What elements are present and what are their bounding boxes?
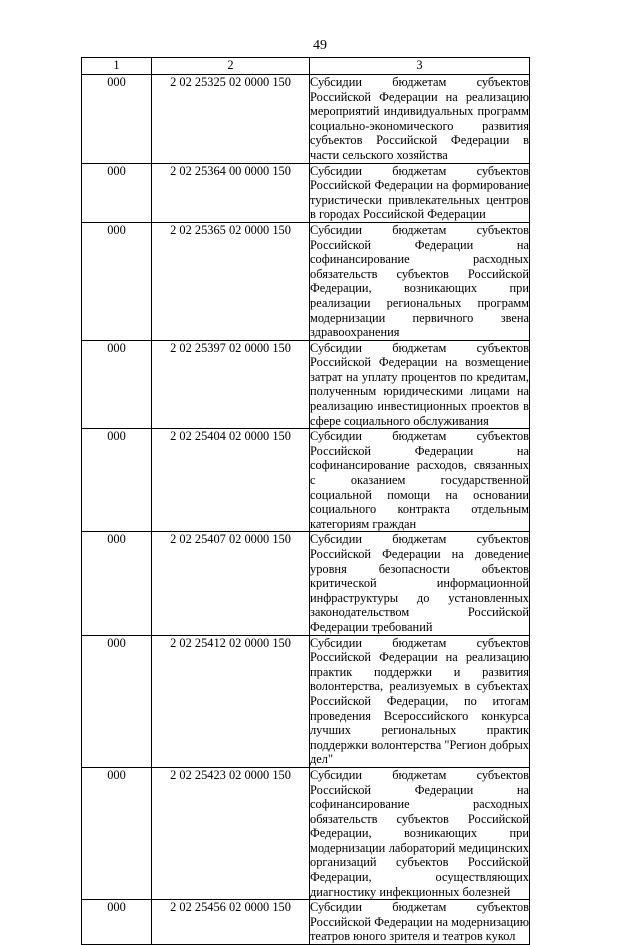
column-header-1: 1 — [82, 58, 152, 75]
description-cell — [310, 75, 530, 164]
budget-code-cell: 2 02 25325 02 0000 150 — [152, 75, 310, 164]
table-header-row — [82, 58, 530, 75]
budget-code-cell: 2 02 25412 02 0000 150 — [152, 635, 310, 767]
table-row — [82, 75, 530, 164]
admin-code-cell: 000 — [82, 163, 152, 222]
description-cell — [310, 532, 530, 635]
admin-code-cell: 000 — [82, 222, 152, 340]
description-cell — [310, 163, 530, 222]
description-cell — [310, 900, 530, 945]
admin-code-cell: 000 — [82, 429, 152, 532]
table-row — [82, 340, 530, 429]
table-row — [82, 532, 530, 635]
budget-code-cell: 2 02 25407 02 0000 150 — [152, 532, 310, 635]
budget-code-cell: 2 02 25423 02 0000 150 — [152, 767, 310, 899]
description-text: Субсидии бюджетам субъектов Российской Федерации на модернизацию театров юного зрителя и театров кукол — [310, 900, 529, 944]
description-text: Субсидии бюджетам субъектов Российской Федерации на формирование туристически привлекательных центров в городах Российской Федерации — [310, 163, 529, 222]
budget-classification-table — [81, 57, 530, 945]
column-header-2: 2 — [152, 58, 310, 75]
description-cell — [310, 340, 530, 429]
description-text: Субсидии бюджетам субъектов Российской Федерации на софинансирование расходных обязательств субъектов Российской Федерации, возникающих при модернизации лабораторий медицинских организаций субъектов Российской Федерации, осуществляющих диагностику инфекционных болезней — [310, 767, 529, 899]
admin-code-cell: 000 — [82, 767, 152, 899]
table-row — [82, 429, 530, 532]
page-number: 49 — [313, 38, 327, 53]
budget-code-cell: 2 02 25364 00 0000 150 — [152, 163, 310, 222]
admin-code-cell: 000 — [82, 532, 152, 635]
table-row — [82, 767, 530, 899]
table-row — [82, 900, 530, 945]
description-text: Субсидии бюджетам субъектов Российской Федерации на возмещение затрат на уплату процентов по кредитам, полученным юридическими лицами на реализацию инвестиционных проектов в сфере социального обслуживания — [310, 340, 529, 428]
description-cell — [310, 635, 530, 767]
description-cell — [310, 222, 530, 340]
description-text: Субсидии бюджетам субъектов Российской Федерации на реализацию практик поддержки и развития волонтерства, реализуемых в субъектах Российской Федерации, по итогам проведения Всероссийского конкурса лучших региональных практик поддержки волонтерства "Регион добрых дел" — [310, 635, 529, 767]
admin-code-cell: 000 — [82, 340, 152, 429]
description-cell — [310, 429, 530, 532]
budget-code-cell: 2 02 25456 02 0000 150 — [152, 900, 310, 945]
budget-code-cell: 2 02 25404 02 0000 150 — [152, 429, 310, 532]
table-row — [82, 635, 530, 767]
budget-code-cell: 2 02 25365 02 0000 150 — [152, 222, 310, 340]
description-cell — [310, 767, 530, 899]
admin-code-cell: 000 — [82, 75, 152, 164]
description-text: Субсидии бюджетам субъектов Российской Федерации на доведение уровня безопасности объектов критической информационной инфраструктуры до установленных законодательством Российской Федерации требований — [310, 532, 529, 634]
description-text: Субсидии бюджетам субъектов Российской Федерации на софинансирование расходов, связанных с оказанием государственной социальной помощи на основании социального контракта отдельным категориям граждан — [310, 429, 529, 531]
column-header-3: 3 — [310, 58, 530, 75]
description-text: Субсидии бюджетам субъектов Российской Федерации на реализацию мероприятий индивидуальных программ социально-экономического развития субъектов Российской Федерации в части сельского хозяйства — [310, 75, 529, 162]
budget-code-cell: 2 02 25397 02 0000 150 — [152, 340, 310, 429]
admin-code-cell: 000 — [82, 900, 152, 945]
admin-code-cell: 000 — [82, 635, 152, 767]
table-row — [82, 163, 530, 222]
table-row — [82, 222, 530, 340]
description-text: Субсидии бюджетам субъектов Российской Федерации на софинансирование расходных обязательств субъектов Российской Федерации, возникающих при реализации региональных программ модернизации первичного звена здравоохранения — [310, 222, 529, 340]
